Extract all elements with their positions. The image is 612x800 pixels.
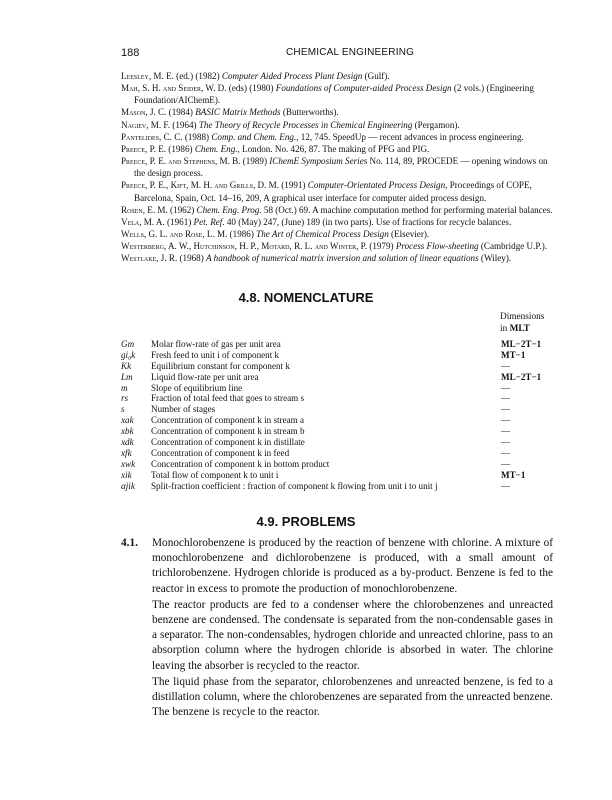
nomenclature-dimension: MT−1 xyxy=(501,469,526,480)
reference-title: Comp. and Chem. Eng. xyxy=(211,131,297,142)
nomenclature-row xyxy=(121,459,553,470)
reference-details: (2 vols.) (Engineering Foundation/AIChemE). xyxy=(134,83,534,106)
nomenclature-description: Slope of equilibrium line xyxy=(151,382,243,393)
nomenclature-table xyxy=(121,339,553,491)
reference-year: (1989) xyxy=(240,156,270,167)
reference-entry xyxy=(121,82,553,106)
reference-year: (1962) xyxy=(167,204,197,215)
reference-year: (eds) (1980) xyxy=(226,83,276,94)
problem-4-1 xyxy=(121,536,553,721)
nomenclature-row xyxy=(121,339,553,350)
nomenclature-symbol: Gm xyxy=(121,339,135,349)
nomenclature-description: Liquid flow-rate per unit area xyxy=(151,371,259,382)
reference-list xyxy=(121,70,553,265)
reference-author: Mah, S. H. and Seider, W. D. xyxy=(121,83,227,94)
nomenclature-dimension: — xyxy=(501,415,511,426)
nomenclature-symbol: xik xyxy=(121,469,132,480)
reference-title: Computer-Orientated Process Design xyxy=(307,180,446,191)
nomenclature-symbol: m xyxy=(121,382,128,393)
nomenclature-description: Concentration of component k in stream b xyxy=(151,426,305,437)
reference-title: IChemE Symposium Series xyxy=(269,156,368,167)
nomenclature-description: Concentration of component k in bottom product xyxy=(151,458,330,469)
reference-details: (Wiley). xyxy=(478,253,512,264)
reference-year: (1968) xyxy=(177,253,207,264)
reference-year: (1984) xyxy=(166,107,196,118)
nomenclature-description: Concentration of component k in feed xyxy=(151,447,290,458)
problem-paragraph: The reactor products are fed to a condenser where the chlorobenzenes and unreacted benzene are condensed. The condensate is separated from the non-condensable gases in a separator. The non-condensables, hydrogen chloride and unreacted chlorine, pass to an absorption column where the hydrogen chloride is absorbed in water. The chlorine leaving the absorber is recycled to the reactor. xyxy=(152,598,553,672)
nomenclature-dimension: — xyxy=(501,404,511,415)
reference-author: Preece, P. E., Kift, M. H. and Grills, D. M. xyxy=(121,180,279,191)
reference-title: Process Flow-sheeting xyxy=(395,241,479,252)
nomenclature-symbol: Kk xyxy=(121,360,132,371)
reference-entry xyxy=(121,204,553,216)
reference-author: Preece, P. E. and Stephens, M. B. xyxy=(121,156,241,167)
nomenclature-description: Fresh feed to unit i of component k xyxy=(151,349,280,360)
nomenclature-description: Equilibrium constant for component k xyxy=(151,360,290,371)
nomenclature-description: Number of stages xyxy=(151,404,216,415)
nomenclature-dimension: — xyxy=(501,437,511,448)
reference-entry xyxy=(121,228,553,240)
problem-number: 4.1. xyxy=(121,537,138,549)
nomenclature-symbol: Lm xyxy=(121,371,133,382)
nomenclature-row xyxy=(121,448,553,459)
nomenclature-symbol: xfk xyxy=(121,447,132,458)
nomenclature-row xyxy=(121,470,553,481)
nomenclature-description: Total flow of component k to unit i xyxy=(151,469,279,480)
reference-title: Chem. Eng. xyxy=(194,143,238,154)
nomenclature-dimension: — xyxy=(501,360,511,371)
nomenclature-symbol: xbk xyxy=(121,426,134,437)
nomenclature-row xyxy=(121,481,553,492)
reference-year: (ed.) (1982) xyxy=(173,71,222,81)
nomenclature-description: Concentration of component k in stream a xyxy=(151,415,305,426)
reference-details: (Butterworths). xyxy=(280,107,339,118)
reference-year: (1979) xyxy=(367,241,396,252)
dimensions-header-line1: Dimensions xyxy=(500,312,545,322)
reference-author: Nagiev, M. F. xyxy=(121,119,171,130)
dimensions-header xyxy=(500,312,544,335)
reference-details: 40 (May) 247, (June) 189 (in two parts). Use of fractions for recycle balances. xyxy=(224,216,512,227)
nomenclature-row xyxy=(121,415,553,426)
nomenclature-heading: 4.8. NOMENCLATURE xyxy=(238,290,374,305)
reference-details: (Pergamon). xyxy=(412,119,460,130)
nomenclature-symbol: αjik xyxy=(121,480,135,491)
reference-title: Foundations of Computer-aided Process Design xyxy=(275,83,452,94)
reference-author: Westerberg, A. W., Hutchinson, H. P., Motard, R. L. and Winter, P. xyxy=(121,241,368,252)
reference-entry xyxy=(121,70,553,82)
nomenclature-symbol: xwk xyxy=(121,458,136,469)
reference-year: (1988) xyxy=(182,131,212,142)
nomenclature-description: Split-fraction coefficient : fraction of component k flowing from unit i to unit j xyxy=(151,480,438,491)
reference-details: (Gulf). xyxy=(362,71,390,81)
nomenclature-symbol: s xyxy=(121,404,125,415)
reference-title: Computer Aided Process Plant Design xyxy=(221,71,363,81)
nomenclature-description: Molar flow-rate of gas per unit area xyxy=(151,339,281,349)
nomenclature-row xyxy=(121,350,553,361)
reference-author: Wells, G. L. and Rose, L. M. xyxy=(121,229,228,240)
reference-entry xyxy=(121,119,553,131)
reference-entry xyxy=(121,240,553,252)
dimensions-header-line2: in xyxy=(500,323,508,334)
page-header xyxy=(121,47,547,63)
nomenclature-description: Fraction of total feed that goes to stream s xyxy=(151,393,305,404)
running-head: CHEMICAL ENGINEERING xyxy=(286,47,415,58)
reference-author: Pantelides, C. C. xyxy=(121,131,183,142)
reference-author: Westlake, J. R. xyxy=(121,253,178,264)
reference-entry xyxy=(121,106,553,118)
page-number: 188 xyxy=(121,47,140,59)
reference-details: 58 (Oct.) 69. A machine computation method for performing material balances. xyxy=(261,204,553,215)
nomenclature-description: Concentration of component k in distillate xyxy=(151,437,305,448)
reference-author: Mason, J. C. xyxy=(121,107,167,118)
reference-title: Pet. Ref. xyxy=(193,216,225,227)
reference-title: A handbook of numerical matrix inversion and solution of linear equations xyxy=(206,253,479,264)
nomenclature-symbol: xak xyxy=(121,415,134,426)
reference-year: (1961) xyxy=(164,216,194,227)
reference-details: (Cambridge U.P.). xyxy=(478,241,548,252)
problems-heading: 4.9. PROBLEMS xyxy=(256,514,356,529)
reference-author: Leesley, M. E. xyxy=(121,71,174,81)
reference-year: (1991) xyxy=(278,180,308,191)
reference-details: No. 114, 89, PROCEDE — opening windows on the design process. xyxy=(134,156,548,179)
nomenclature-symbol: gi₀k xyxy=(121,349,136,360)
problem-paragraph: Monochlorobenzene is produced by the reaction of benzene with chlorine. A mixture of monochlorobenzene and dichlorobenzene is produced, with a small amount of trichlorobenzene. Hydrogen chloride is produced as a by-product. Benzene is fed to the reactor in excess to promote the production of monochlorobenzene. xyxy=(152,537,553,595)
reference-details: (Elsevier). xyxy=(388,229,430,240)
nomenclature-row xyxy=(121,361,553,372)
nomenclature-row xyxy=(121,404,553,415)
nomenclature-dimension: — xyxy=(501,382,511,393)
reference-details: , 12, 745. SpeedUp — recent advances in process engineering. xyxy=(296,131,524,142)
nomenclature-dimension: — xyxy=(501,447,511,458)
reference-entry xyxy=(121,179,553,203)
nomenclature-row xyxy=(121,372,553,383)
reference-author: Rosen, E. M. xyxy=(121,204,168,215)
reference-year: (1986) xyxy=(227,229,257,240)
nomenclature-dimension: ML−2T−1 xyxy=(501,339,542,349)
nomenclature-dimension: — xyxy=(501,426,511,437)
reference-entry xyxy=(121,143,553,155)
reference-author: Preece, P. E. xyxy=(121,143,167,154)
reference-year: (1964) xyxy=(170,119,199,130)
nomenclature-dimension: ML−2T−1 xyxy=(501,371,542,382)
nomenclature-symbol: xdk xyxy=(121,437,134,448)
problem-paragraph: The liquid phase from the separator, chlorobenzenes and unreacted benzene, is fed to a distillation column, where the chlorobenzenes are separated from the unreacted benzene. The benzene is recycle to the reactor. xyxy=(152,675,553,719)
nomenclature-symbol: rs xyxy=(121,393,129,404)
nomenclature-dimension: — xyxy=(501,458,511,469)
reference-title: The Theory of Recycle Processes in Chemical Engineering xyxy=(198,119,413,130)
nomenclature-dimension: — xyxy=(501,480,511,491)
nomenclature-dimension: — xyxy=(501,393,511,404)
reference-entry xyxy=(121,131,553,143)
reference-details: , Proceedings of COPE, Barcelona, Spain, Oct. 14–16, 209, A graphical user interface for computer aided process design. xyxy=(134,180,532,203)
reference-author: Vela, M. A. xyxy=(121,216,165,227)
nomenclature-row xyxy=(121,437,553,448)
reference-entry xyxy=(121,216,553,228)
nomenclature-row xyxy=(121,393,553,404)
nomenclature-row xyxy=(121,426,553,437)
reference-title: Chem. Eng. Prog. xyxy=(196,204,262,215)
reference-title: BASIC Matrix Methods xyxy=(195,107,281,118)
reference-details: , London. No. 426, 87. The making of PFG and PIG. xyxy=(237,143,430,154)
nomenclature-dimension: MT−1 xyxy=(501,349,526,360)
reference-title: The Art of Chemical Process Design xyxy=(256,229,389,240)
reference-entry xyxy=(121,155,553,179)
dimensions-unit: MLT xyxy=(509,323,530,334)
reference-entry xyxy=(121,252,553,264)
reference-year: (1986) xyxy=(166,143,195,154)
nomenclature-row xyxy=(121,383,553,394)
